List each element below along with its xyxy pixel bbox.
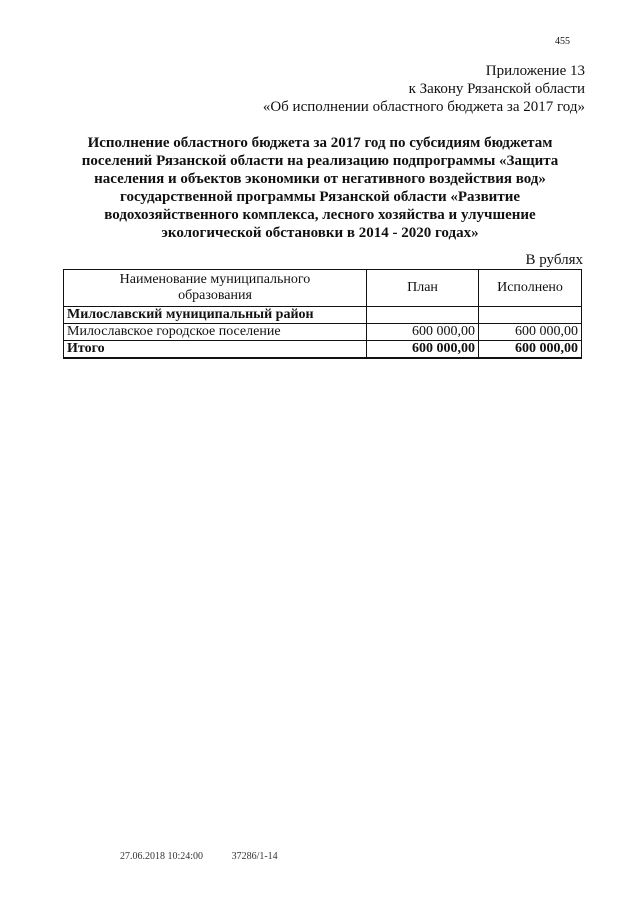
- header-plan: План: [367, 270, 479, 307]
- title-line-2: поселений Рязанской области на реализацию подпрограммы «Защита: [81, 153, 559, 169]
- row-executed: [479, 307, 582, 324]
- table-header-row: [64, 270, 582, 307]
- row-executed: 600 000,00: [479, 341, 582, 359]
- document-title: [58, 134, 582, 242]
- header-name: [64, 270, 367, 307]
- header-name-line-1: Наименование муниципального: [119, 272, 311, 287]
- table-row: [64, 324, 582, 341]
- row-plan: [367, 307, 479, 324]
- footer-datetime: 27.06.2018 10:24:00: [120, 851, 204, 862]
- footer-doc-id: 37286/1-14: [231, 851, 278, 862]
- row-name: Итого: [64, 341, 367, 359]
- row-name: Милославское городское поселение: [64, 324, 367, 341]
- title-line-3: населения и объектов экономики от негативного воздействия вод»: [94, 171, 546, 187]
- row-plan: 600 000,00: [367, 341, 479, 359]
- title-line-6: экологической обстановки в 2014 - 2020 годах»: [161, 225, 479, 241]
- page-number: 455: [555, 36, 570, 47]
- row-executed: 600 000,00: [479, 324, 582, 341]
- appendix-reference: [263, 62, 585, 116]
- title-line-1: Исполнение областного бюджета за 2017 год по субсидиям бюджетам: [87, 135, 553, 151]
- row-name: Милославский муниципальный район: [64, 307, 367, 324]
- header-executed: Исполнено: [479, 270, 582, 307]
- budget-table: [63, 269, 582, 359]
- units-label: В рублях: [525, 252, 583, 268]
- appendix-line-3: «Об исполнении областного бюджета за 2017 год»: [262, 99, 585, 115]
- table-row: [64, 307, 582, 324]
- title-line-5: водохозяйственного комплекса, лесного хозяйства и улучшение: [104, 207, 536, 223]
- appendix-line-2: к Закону Рязанской области: [408, 81, 585, 97]
- title-line-4: государственной программы Рязанской области «Развитие: [120, 189, 520, 205]
- table-row-total: [64, 341, 582, 359]
- footer-stamp: [120, 851, 304, 862]
- header-name-line-2: образования: [178, 288, 252, 303]
- row-plan: 600 000,00: [367, 324, 479, 341]
- appendix-line-1: Приложение 13: [485, 63, 585, 79]
